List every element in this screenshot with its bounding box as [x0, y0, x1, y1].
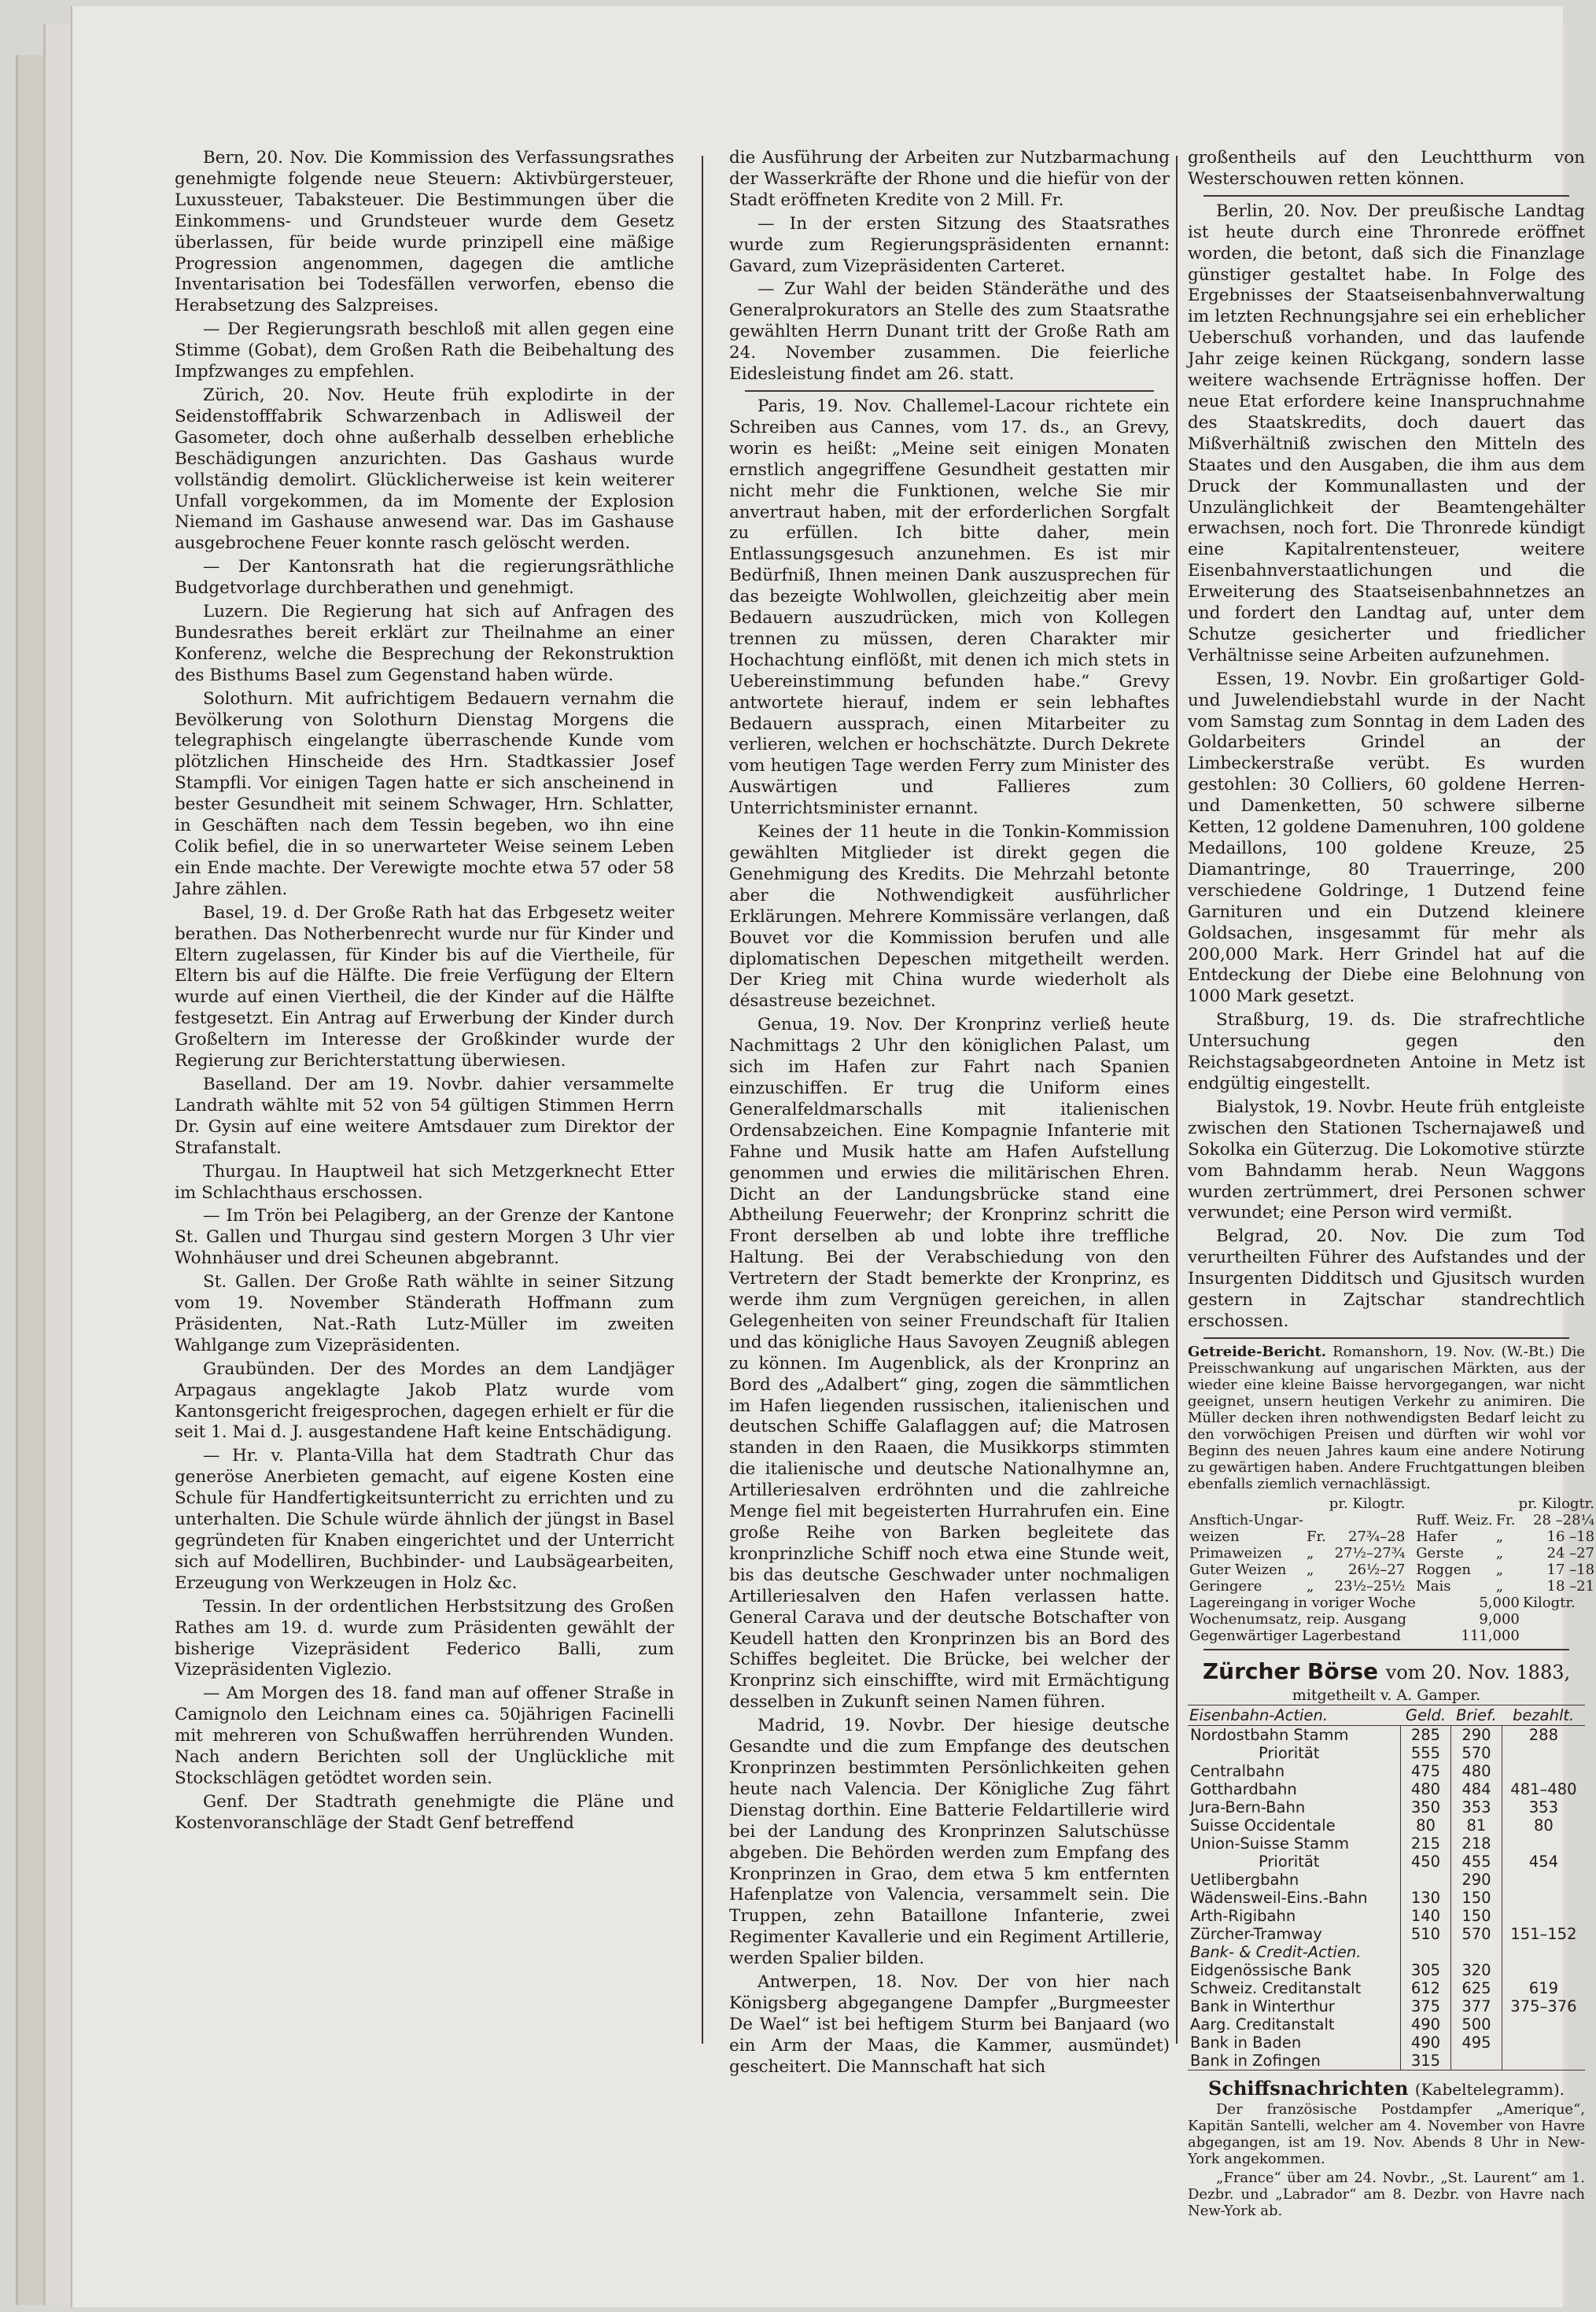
grain-table-left — [1188, 1495, 1406, 1595]
article-essen: Essen, 19. Novbr. Ein großartiger Gold- und Juwelendiebstahl wurde in der Nacht vom Samstag zum Sonntag in dem Laden des Goldarbeiters Grindel an der Limbeckerstraße verübt. Es wurden gestohlen: 30 Colliers, 60 goldene Herren- und Damenketten, 50 schwere silberne Ketten, 12 goldene Damenuhren, 100 goldene Medaillons, 100 goldene Kreuze, 25 Diamantringe, 80 Trauerringe, 200 verschiedene Goldringe, 1 Dutzend feine Garnituren und ein Dutzend kleinere Goldsachen, insgesammt für mehr als 200,000 Mark. Herr Grindel hat auf die Entdeckung der Diebe eine Belohnung von 1000 Mark gesetzt. — [1188, 669, 1585, 1007]
article-strassburg: Straßburg, 19. ds. Die strafrechtliche Untersuchung gegen den Reichstagsabgeordneten Antoine in Metz ist endgültig eingestellt. — [1188, 1010, 1585, 1093]
stock-row: Zürcher-Tramway 510 570 151–152 — [1188, 1925, 1585, 1943]
article-genf-cont: die Ausführung der Arbeiten zur Nutzbarmachung der Wasserkräfte der Rhone und die hiefür von der Stadt eröffneten Kredite von 2 Mill. Fr. — [729, 148, 1170, 210]
stock-row: Uetlibergbahn 290 — [1188, 1871, 1585, 1889]
article-genua: Genua, 19. Nov. Der Kronprinz verließ heute Nachmittags 2 Uhr den königlichen Palast, um sich im Hafen zur Fahrt nach Spanien einzuschiffen. Er trug die Uniform eines Generalfeldmarschalls mit italienischen Ordensabzeichen. Eine Kompagnie Infanterie mit Fahne und Musik hatte am Hafen Aufstellung genommen und erwies die militärischen Ehren. Dicht an der Landungsbrücke stand eine Abtheilung Feuerwehr; der Kronprinz schritt die Front derselben ab und lobte ihre treffliche Haltung. Bei der Verabschiedung von den Vertretern der Stadt bemerkte der Kronprinz, es werde ihm zum Vergnügen gereichen, in allen Gelegenheiten von seiner Freundschaft für Italien und das königliche Haus Savoyen Zeugniß ablegen zu können. Im Augenblick, als der Kronprinz an Bord des „Adalbert“ ging, zogen die sämmtlichen im Hafen liegenden russischen, italienischen und deutschen Schiffe Galaflaggen auf; die Matrosen standen in den Raaen, die Musikkorps stimmten die italienische und deutsche Nationalhymne an, Artilleriesalven erdröhnten und die zahlreiche Menge fiel mit begeisterten Hurrahrufen ein. Eine große Reihe von Barken begleitete das kronprinzliche Schiff noch etwa eine Stunde weit, bis das deutsche Geschwader unter nochmaligen Artilleriesalven den Hafen verlassen hatte. General Carava und der deutsche Botschafter von Keudell hatten den Kronprinzen bis an Bord des Schiffes begleitet. Die Brücke, bei welcher der Kronprinz sich einschiffte, wird mit Ermächtigung desselben in Zukunft seinen Namen führen. — [729, 1015, 1170, 1713]
article-solothurn: Solothurn. Mit aufrichtigem Bedauern vernahm die Bevölkerung von Solothurn Dienstag Morgens die telegraphisch eingelangte überraschende Kunde vom plötzlichen Hinscheide des Hrn. Stadtkassier Josef Stampfli. Vor einigen Tagen hatte er sich anscheinend in bester Gesundheit mit seinem Schwager, Hrn. Schlatter, in Geschäften nach dem Tessin begeben, wo ihn eine Colik befiel, die in so unerwarteter Weise seinem Leben ein Ende machte. Der Verewigte mochte etwa 57 oder 58 Jahre zählen. — [175, 688, 674, 899]
stock-group-header: Bank- & Credit-Actien. — [1188, 1943, 1585, 1961]
stock-row: Priorität 555 570 — [1188, 1744, 1585, 1762]
article-thurgau: Thurgau. In Hauptweil hat sich Metzgerknecht Etter im Schlachthaus erschossen. — [175, 1161, 674, 1203]
column-1 — [175, 148, 674, 1834]
stock-row: Aarg. Creditanstalt 490 500 — [1188, 2015, 1585, 2034]
article-genf-3: — Zur Wahl der beiden Ständeräthe und des Generalprokurators an Stelle des zum Staatsrathe gewählten Herrn Dunant tritt der Große Rath am 24. November zusammen. Die feierliche Eidesleistung findet am 26. statt. — [729, 279, 1170, 385]
article-antwerpen-cont: großentheils auf den Leuchtthurm von Westerschouwen retten können. — [1188, 148, 1585, 189]
article-zuerich-2: — Der Kantonsrath hat die regierungsräthliche Budgetvorlage durchberathen und genehmigt. — [175, 557, 674, 599]
article-thurgau-2: — Im Trön bei Pelagiberg, an der Grenze der Kantone St. Gallen und Thurgau sind gestern Morgen 3 Uhr vier Wohnhäuser und drei Scheunen abgebrannt. — [175, 1206, 674, 1269]
stock-exchange — [1188, 1658, 1585, 2070]
grain-row: Mais „ 18 –21 — [1416, 1577, 1595, 1595]
section-rule-3 — [1203, 1337, 1569, 1339]
stock-row: Wädensweil-Eins.-Bahn 130 150 — [1188, 1889, 1585, 1907]
stock-col-header: Geld. — [1400, 1705, 1450, 1725]
grain-row: Primaweizen „ 27½–27¾ — [1189, 1544, 1406, 1562]
article-zuerich: Zürich, 20. Nov. Heute früh explodirte in der Seidenstofffabrik Schwarzenbach in Adlisweil der Gasometer, doch ohne außerhalb desselben erhebliche Beschädigungen anzurichten. Das Gashaus wurde vollständig demolirt. Glücklicherweise ist kein weiterer Unfall vorgekommen, da im Momente der Explosion Niemand im Gashause anwesend war. Das im Gashause ausgebrochene Feuer konnte rasch gelöscht werden. — [175, 385, 674, 554]
grain-summary-row: Gegenwärtiger Lagerbestand 111,000 — [1189, 1627, 1520, 1644]
grain-row: Guter Weizen „ 26½–27 — [1189, 1561, 1406, 1578]
ship-news-title: Schiffsnachrichten (Kabeltelegramm). — [1208, 2076, 1565, 2100]
ship-news — [1188, 2077, 1585, 2219]
ship-news-text: Der französische Postdampfer „Amerique“, Kapitän Santelli, welcher am 4. November von Havre abgegangen, ist am 19. Nov. Abends 8 Uhr in New-York angekommen. — [1188, 2100, 1585, 2167]
article-basel: Basel, 19. d. Der Große Rath hat das Erbgesetz weiter berathen. Das Notherbenrecht wurde nur für Kinder und Eltern zugelassen, für Kinder bis auf die Viertheile, für Eltern bis auf die Hälfte. Die freie Verfügung der Eltern wurde auf einen Viertheil, die der Kinder auf die Hälfte festgesetzt. Ein Antrag auf Erwerbung der Kinder durch Großeltern im Interesse der Großkinder wurde der Regierung zur Berichterstattung überwiesen. — [175, 902, 674, 1071]
article-bern: Bern, 20. Nov. Die Kommission des Verfassungsrathes genehmigte folgende neue Steuern: Aktivbürgersteuer, Luxussteuer, Tabaksteuer. Die Bestimmungen über die Einkommens- und Grundsteuer wurde dem Gesetz überlassen, für beide wurde prinzipell eine mäßige Progression angenommen, dagegen die amtliche Inventarisation bei Todesfällen verworfen, ebenso die Herabsetzung des Salzpreises. — [175, 148, 674, 316]
article-bern-2: — Der Regierungsrath beschloß mit allen gegen eine Stimme (Gobat), dem Großen Rath die Beibehaltung des Impfzwanges zu empfehlen. — [175, 319, 674, 382]
stock-row: Nordostbahn Stamm 285 290 288 — [1188, 1725, 1585, 1744]
stock-col-header: Eisenbahn-Actien. — [1188, 1705, 1400, 1725]
grain-report-text: Romanshorn, 19. Nov. (W.-Bt.) Die Preisschwankung auf ungarischen Märkten, aus der wieder eine kleine Baisse hervorgegangen, war nicht geeignet, unsern heutigen Verkehr zu animiren. Die Müller decken ihren nothwendigsten Bedarf leicht zu den vorwöchigen Preisen und dürften wir wohl vor Beginn des neuen Jahres kaum eine andere Notirung zu gewärtigen haben. Andere Fruchtgattungen bleiben ebenfalls ziemlich vernachlässigt. — [1188, 1343, 1585, 1492]
article-genf-2: — In der ersten Sitzung des Staatsrathes wurde zum Regierungspräsidenten ernannt: Gavard, zum Vizepräsidenten Carteret. — [729, 213, 1170, 276]
section-rule-2 — [1203, 195, 1569, 197]
stock-row: Union-Suisse Stamm 215 218 — [1188, 1834, 1585, 1853]
article-paris-2: Keines der 11 heute in die Tonkin-Kommission gewählten Mitglieder ist direkt gegen die Genehmigung des Kredits. Die Mehrzahl betonte aber die Nothwendigkeit ausführlicher Erklärungen. Mehrere Kommissäre verlangen, daß Bouvet vor die Kommission berufen und alle diplomatischen Depeschen mitgetheilt werden. Der Krieg mit China wurde wiederholt als désastreuse bezeichnet. — [729, 822, 1170, 1012]
grain-row: Gerste „ 24 –27 — [1416, 1544, 1595, 1562]
stock-row: Jura-Bern-Bahn 350 353 353 — [1188, 1798, 1585, 1816]
article-tessin: Tessin. In der ordentlichen Herbstsitzung des Großen Rathes am 19. d. wurde zum Präsidenten gewählt der bisherige Vizepräsident Federico Balli, zum Vizepräsidenten Viglezio. — [175, 1596, 674, 1680]
grain-unit-left: pr. Kilogtr. — [1329, 1495, 1406, 1512]
grain-row: Geringere „ 23½–25½ — [1189, 1577, 1406, 1595]
stock-row: Gotthardbahn 480 484 481–480 — [1188, 1780, 1585, 1798]
grain-row: Ruff. Weiz. Fr. 28 –28¼ — [1416, 1511, 1595, 1528]
newspaper-page — [71, 6, 1595, 2307]
stock-row: Suisse Occidentale 80 81 80 — [1188, 1816, 1585, 1834]
stock-row: Arth-Rigibahn 140 150 — [1188, 1907, 1585, 1925]
column-rule-2 — [1176, 156, 1178, 2044]
stock-col-header: Brief. — [1451, 1705, 1502, 1725]
article-luzern: Luzern. Die Regierung hat sich auf Anfragen des Bundesrathes bereit erklärt zur Theilnahme an einer Konferenz, welche die Besprechung der Rekonstruktion des Bisthums Basel zum Gegenstand haben würde. — [175, 602, 674, 685]
grain-row: Roggen „ 17 –18 — [1416, 1561, 1595, 1578]
grain-summary-row: Wochenumsatz, reip. Ausgang 9,000 — [1189, 1610, 1520, 1628]
stock-row: Priorität 450 455 454 — [1188, 1853, 1585, 1871]
column-3 — [1188, 148, 1595, 2219]
article-tessin-2: — Am Morgen des 18. fand man auf offener Straße in Camignolo den Leichnam eines ca. 50jährigen Facinelli mit mehreren von Schußwaffen herrührenden Wunden. Nach andern Berichten soll der Unglückliche mit Stockschlägen getödtet worden sein. — [175, 1683, 674, 1788]
stock-col-header: bezahlt. — [1502, 1705, 1585, 1725]
article-bialystok: Bialystok, 19. Novbr. Heute früh entgleiste zwischen den Stationen Tschernajaweß und Sokolka ein Güterzug. Die Lokomotive stürzte vom Bahndamm herab. Neun Waggons wurden zertrümmert, drei Personen schwer verwundet; eine Person wird vermißt. — [1188, 1097, 1585, 1223]
stock-row: Schweiz. Creditanstalt 612 625 619 — [1188, 1979, 1585, 1997]
article-graubuenden-2: — Hr. v. Planta-Villa hat dem Stadtrath Chur das generöse Anerbieten gemacht, auf eigene Kosten eine Schule für Handfertigkeitsunterricht zu errichten und zu unterhalten. Die Schule würde ähnlich der jüngst in Basel gegründeten für Knaben eingerichtet und der Unterricht sich auf Modelliren, Buchbinder- und Laubsägearbeiten, Erzeugung von Werkzeugen in Holz &c. — [175, 1446, 674, 1593]
section-rule-4 — [1203, 1649, 1569, 1650]
stock-row: Centralbahn 475 480 — [1188, 1762, 1585, 1780]
stock-row: Eidgenössische Bank 305 320 — [1188, 1961, 1585, 1979]
article-berlin: Berlin, 20. Nov. Der preußische Landtag ist heute durch eine Thronrede eröffnet worden, die betont, daß sich die Finanzlage günstiger gestaltet habe. In Folge des Ergebnisses der Staatseisenbahnverwaltung im letzten Rechnungsjahre sei ein erheblicher Ueberschuß vorhanden, und das laufende Jahr zeige keinen Rückgang, sondern lasse weitere wachsende Erträgnisse hoffen. Der neue Etat erfordere keine Inanspruchnahme des Staatskredits, doch dauert das Mißverhältniß zwischen den Mitteln des Staates und den Ausgaben, die ihm aus dem Druck der Kommunallasten und der Unzulänglichkeit der Beamtengehälter erwachsen, noch fort. Die Thronrede kündigt eine Kapitalrentensteuer, weitere Eisenbahnverstaatlichungen und die Erweiterung des Staatseisenbahnnetzes an und fordert den Landtag auf, unter dem Schutze gesicherter und friedlicher Verhältnisse seine Arbeiten aufzunehmen. — [1188, 201, 1585, 666]
stock-table — [1188, 1705, 1585, 2070]
article-paris: Paris, 19. Nov. Challemel-Lacour richtete ein Schreiben aus Cannes, vom 17. ds., an Grevy, worin es heißt: „Meine seit einigen Monaten ernstlich angegriffene Gesundheit gestatten mir nicht mehr die Funktionen, welche Sie mir anvertraut haben, mit der erforderlichen Sorgfalt zu erfüllen. Ich bitte daher, mein Entlassungsgesuch anzunehmen. Es ist mir Bedürfniß, Ihnen meinen Dank auszusprechen für das bezeigte Wohlwollen, gleichzeitig aber mein Bedauern auszudrücken, mich von Kollegen trennen zu müssen, deren Charakter mir Hochachtung einflößt, mit denen ich mich stets in Uebereinstimmung befunden habe.“ Grevy antwortete hierauf, indem er sein lebhaftes Bedauern aussprach, einen Mitarbeiter zu verlieren, welchen er hochschätzte. Durch Dekrete vom heutigen Tage werden Ferry zum Minister des Auswärtigen und Fallieres zum Unterrichtsminister ernannt. — [729, 396, 1170, 819]
stock-exchange-subtitle: mitgetheilt v. A. Gamper. — [1292, 1686, 1481, 1704]
article-genf: Genf. Der Stadtrath genehmigte die Pläne und Kostenvoranschläge der Stadt Genf betreffend — [175, 1791, 674, 1833]
stock-row: Bank in Winterthur 375 377 375–376 — [1188, 1997, 1585, 2015]
stock-row: Bank in Zofingen 315 — [1188, 2052, 1585, 2070]
ship-news-text-2: „France“ über am 24. Novbr., „St. Laurent“ am 1. Dezbr. und „Labrador“ am 8. Dezbr. von Havre nach New-York ab. — [1188, 2169, 1585, 2219]
grain-table-right — [1414, 1495, 1596, 1595]
stock-exchange-title: Zürcher Börse vom 20. Nov. 1883, — [1202, 1657, 1571, 1684]
grain-report-heading: Getreide-Bericht. — [1188, 1343, 1327, 1360]
grain-report — [1188, 1343, 1595, 1644]
article-madrid: Madrid, 19. Novbr. Der hiesige deutsche Gesandte und die zum Empfange des deutschen Kronprinzen bestimmten Persönlichkeiten gehen heute nach Valencia. Der Königliche Zug fährt Dienstag dorthin. Eine Batterie Feldartillerie wird bei der Landung des Kronprinzen Salutschüsse abgeben. Die Behörden werden zum Empfang des Kronprinzen in Grao, dem etwa 5 km entfernten Hafenplatze von Valencia, versammelt sein. Die Truppen, zehn Bataillone Infanterie, zwei Regimenter Kavallerie und ein Regiment Artillerie, werden Spalier bilden. — [729, 1716, 1170, 1969]
grain-unit-right: pr. Kilogtr. — [1518, 1495, 1595, 1512]
grain-summary-row: Lagereingang in voriger Woche 5,000 Kilogtr. — [1189, 1594, 1576, 1611]
article-belgrad: Belgrad, 20. Nov. Die zum Tod verurtheilten Führer des Aufstandes und der Insurgenten Didditsch und Gjusitsch wurden gestern in Zajtschar standrechtlich erschossen. — [1188, 1226, 1585, 1331]
article-antwerpen: Antwerpen, 18. Nov. Der von hier nach Königsberg abgegangene Dampfer „Burgmeester De Wael“ ist bei heftigem Sturm bei Banjaard (wo ein Arm der Maas, die Kammer, ausmündet) gescheitert. Die Mannschaft hat sich — [729, 1972, 1170, 2077]
grain-row: Ansftich-Ungar- — [1189, 1511, 1303, 1528]
column-2 — [729, 148, 1170, 2078]
section-rule — [745, 390, 1154, 392]
stock-row: Bank in Baden 490 495 — [1188, 2034, 1585, 2052]
grain-row: Hafer „ 16 –18 — [1416, 1528, 1595, 1545]
article-st-gallen: St. Gallen. Der Große Rath wählte in seiner Sitzung vom 19. November Ständerath Hoffmann zum Präsidenten, Nat.-Rath Lutz-Müller im zweiten Wahlgange zum Vizepräsidenten. — [175, 1272, 674, 1355]
grain-summary — [1188, 1595, 1585, 1644]
column-rule-1 — [702, 156, 703, 2044]
article-graubuenden: Graubünden. Der des Mordes an dem Landjäger Arpagaus angeklagte Jakob Platz wurde vom Kantonsgericht freigesprochen, dagegen erhielt er für die seit 1. Mai d. J. ausgestandene Haft keine Entschädigung. — [175, 1359, 674, 1443]
grain-row: weizen Fr. 27¾–28 — [1189, 1528, 1406, 1545]
article-baselland: Baselland. Der am 19. Novbr. dahier versammelte Landrath wählte mit 52 von 54 gültigen Stimmen Herrn Dr. Gysin auf eine weitere Amtsdauer zum Direktor der Strafanstalt. — [175, 1074, 674, 1158]
